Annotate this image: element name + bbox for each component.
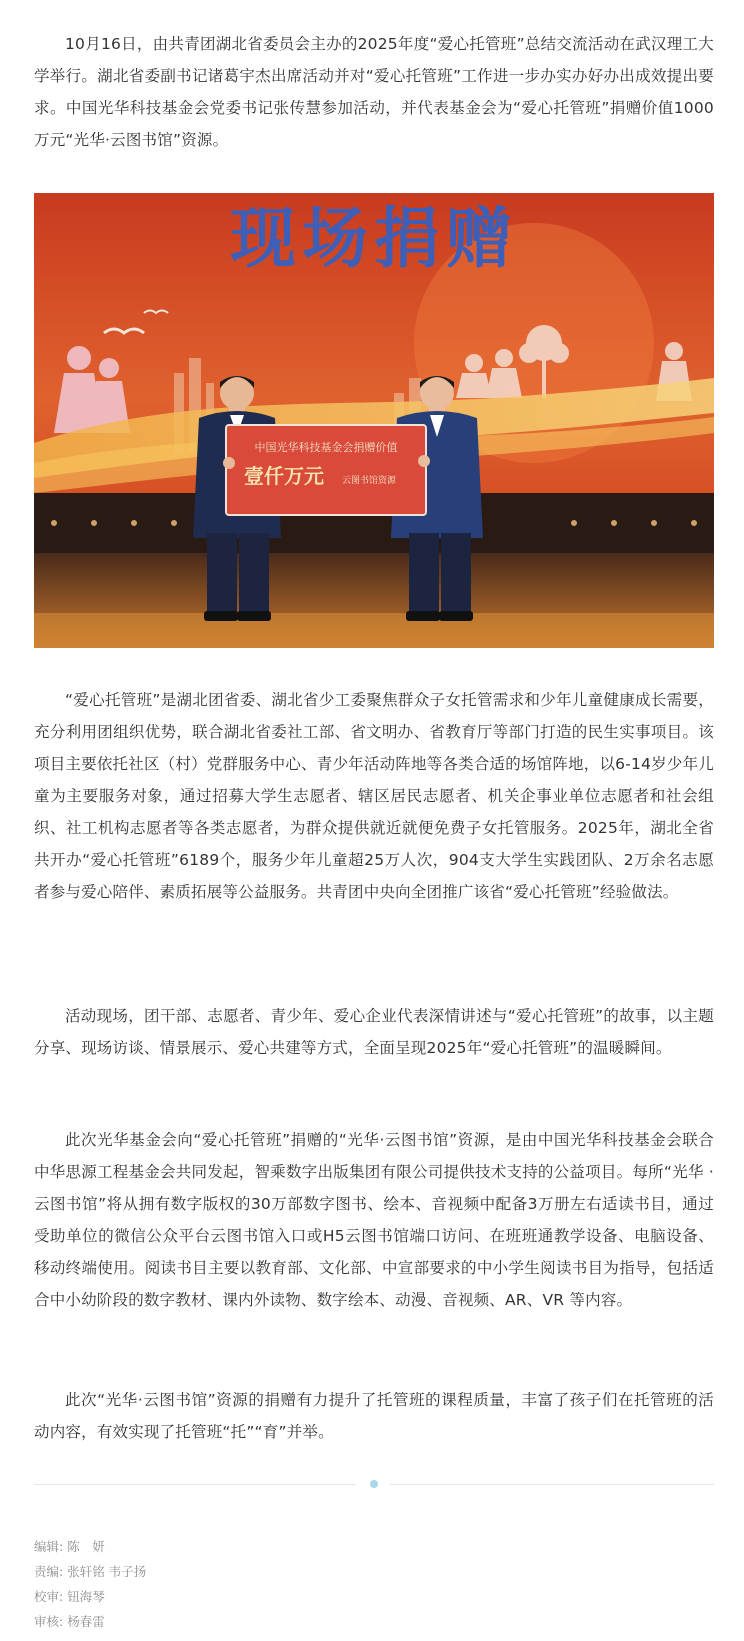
credit-value: 杨春雷 <box>67 1614 105 1629</box>
paragraph-intro: 10月16日，由共青团湖北省委员会主办的2025年度“爱心托管班”总结交流活动在武汉理工大学举行。湖北省委副书记诸葛宇杰出席活动并对“爱心托管班”工作进一步办实办好办出成效提出要求。中国光华科技基金会党委书记张传慧参加活动，并代表基金会为“爱心托管班”捐赠价值1000万元“光华·云图书馆”资源。 <box>34 35 714 149</box>
credit-label: 责编: <box>34 1564 64 1579</box>
board-line-1: 中国光华科技基金会捐赠价值 <box>254 441 398 454</box>
credit-chief-editor <box>34 1559 714 1584</box>
paragraph-conclusion: 此次“光华·云图书馆”资源的捐赠有力提升了托管班的课程质量，丰富了孩子们在托管班的活动内容，有效实现了托管班“托”“育”并举。 <box>34 1391 714 1441</box>
credit-label: 校审: <box>34 1589 64 1604</box>
credit-value: 张轩铭 韦子扬 <box>67 1564 147 1579</box>
credits-block <box>34 1534 714 1634</box>
event-photo <box>34 193 714 648</box>
credit-label: 审核: <box>34 1614 64 1629</box>
credit-editor <box>34 1534 714 1559</box>
credit-value: 钮海琴 <box>67 1589 105 1604</box>
paragraph-event: 活动现场，团干部、志愿者、青少年、爱心企业代表深情讲述与“爱心托管班”的故事，以主题分享、现场访谈、情景展示、爱心共建等方式，全面呈现2025年“爱心托管班”的温暖瞬间。 <box>34 1007 714 1057</box>
paragraph-program: “爱心托管班”是湖北团省委、湖北省少工委聚焦群众子女托管需求和少年儿童健康成长需要，充分利用团组织优势，联合湖北省委社工部、省文明办、省教育厅等部门打造的民生实事项目。该项目主要依托社区（村）党群服务中心、青少年活动阵地等各类合适的场馆阵地，以6-14岁少年儿童为主要服务对象，通过招募大学生志愿者、辖区居民志愿者、机关企事业单位志愿者和社会组织、社工机构志愿者等各类志愿者，为群众提供就近就便免费子女托管服务。2025年，湖北全省共开办“爱心托管班”6189个，服务少年儿童超25万人次，904支大学生实践团队、2万余名志愿者参与爱心陪伴、素质拓展等公益服务。共青团中央向全团推广该省“爱心托管班”经验做法。 <box>34 691 714 901</box>
donation-board <box>223 425 430 515</box>
credit-value: 陈 妍 <box>67 1539 105 1554</box>
section-divider <box>34 1480 714 1490</box>
banner-title: 现场捐赠 <box>230 200 518 277</box>
credit-label: 编辑: <box>34 1539 64 1554</box>
board-line-3: 云图书馆资源 <box>341 476 397 486</box>
paragraph-library: 此次光华基金会向“爱心托管班”捐赠的“光华·云图书馆”资源，是由中国光华科技基金会联合中华思源工程基金会共同发起，智乘数字出版集团有限公司提供技术支持的公益项目。每所“光华 · 云图书馆”将从拥有数字版权的30万部数字图书、绘本、音视频中配备3万册左右适读书目，通过受助单位的微信公众平台云图书馆入口或H5云图书馆端口访问、在班班通教学设备、电脑设备、移动终端使用。阅读书目主要以教育部、文化部、中宣部要求的中小学生阅读书目为指导，包括适合中小幼阶段的数字教材、课内外读物、数字绘本、动漫、音视频、AR、VR 等内容。 <box>34 1131 714 1309</box>
credit-proofreader <box>34 1584 714 1609</box>
divider-dot <box>370 1480 378 1488</box>
credit-reviewer <box>34 1609 714 1634</box>
board-line-2: 壹仟万元 <box>244 464 324 488</box>
